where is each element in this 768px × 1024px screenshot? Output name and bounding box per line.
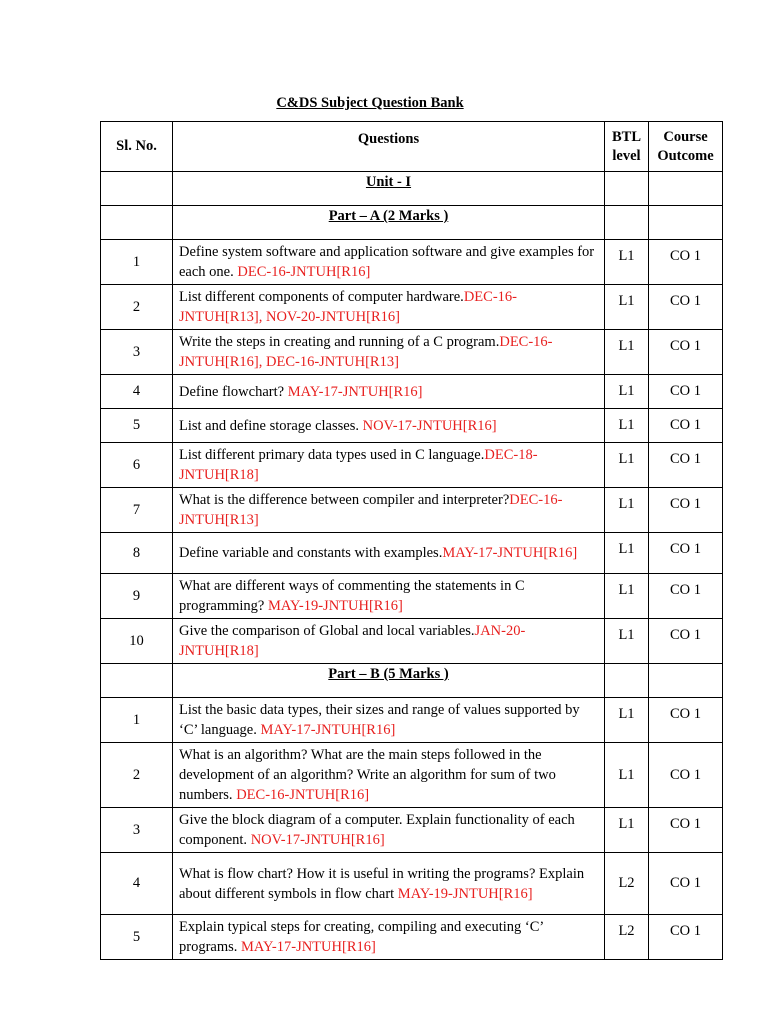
question-bank-table — [100, 121, 723, 960]
header-btl-level: BTL level — [605, 122, 649, 172]
question-number: 5 — [101, 915, 173, 960]
btl-level: L1 — [605, 488, 649, 533]
course-outcome: CO 1 — [649, 330, 723, 375]
btl-level: L1 — [605, 698, 649, 743]
question-cell — [173, 488, 605, 533]
table-row — [101, 743, 723, 808]
exam-reference: DEC-16-JNTUH[R16] — [236, 787, 370, 803]
empty-cell — [605, 664, 649, 698]
table-row — [101, 443, 723, 488]
question-cell — [173, 808, 605, 853]
empty-cell — [101, 664, 173, 698]
empty-cell — [649, 172, 723, 206]
question-cell — [173, 915, 605, 960]
exam-reference: MAY-19-JNTUH[R16] — [268, 598, 403, 614]
btl-level: L1 — [605, 285, 649, 330]
empty-cell — [101, 206, 173, 240]
btl-level: L1 — [605, 409, 649, 443]
exam-reference: DEC-16- JNTUH[R16], DEC-16-JNTUH[R13] — [179, 334, 553, 370]
part-a-heading: Part – A (2 Marks ) — [173, 206, 605, 240]
question-cell — [173, 409, 605, 443]
btl-level: L2 — [605, 915, 649, 960]
question-number: 2 — [101, 743, 173, 808]
exam-reference: MAY-17-JNTUH[R16] — [241, 939, 376, 955]
course-outcome: CO 1 — [649, 853, 723, 915]
question-text: Explain typical steps for creating, compiling and executing ‘C’ programs. — [179, 919, 544, 955]
document-title: C&DS Subject Question Bank — [276, 95, 464, 111]
header-sl-no: Sl. No. — [101, 122, 173, 172]
question-text: List the basic data types, their sizes and range of values supported by ‘C’ language. — [179, 702, 580, 738]
question-text: What are different ways of commenting the statements in C programming? — [179, 578, 525, 614]
question-text: What is an algorithm? What are the main steps followed in the development of an algorithm? Write an algorithm for sum of two numbers. — [179, 747, 556, 803]
question-number: 10 — [101, 619, 173, 664]
table-row — [101, 409, 723, 443]
course-outcome: CO 1 — [649, 488, 723, 533]
header-questions: Questions — [173, 122, 605, 172]
question-text: List and define storage classes. — [179, 417, 363, 434]
table-row — [101, 698, 723, 743]
btl-level: L1 — [605, 240, 649, 285]
btl-level: L1 — [605, 443, 649, 488]
unit-row — [101, 172, 723, 206]
question-cell — [173, 743, 605, 808]
exam-reference: DEC-16-JNTUH[R13] — [179, 492, 563, 528]
unit-heading: Unit - I — [173, 172, 605, 206]
course-outcome: CO 1 — [649, 533, 723, 574]
question-cell — [173, 853, 605, 915]
empty-cell — [649, 206, 723, 240]
table-row — [101, 915, 723, 960]
table-row — [101, 533, 723, 574]
part-a-row — [101, 206, 723, 240]
btl-level: L1 — [605, 574, 649, 619]
question-text: Define system software and application software and give examples for each one. — [179, 244, 595, 280]
exam-reference: MAY-17-JNTUH[R16] — [442, 545, 578, 561]
course-outcome: CO 1 — [649, 619, 723, 664]
header-course-outcome: Course Outcome — [649, 122, 723, 172]
question-text: Define flowchart? — [179, 383, 288, 400]
question-cell — [173, 574, 605, 619]
table-row — [101, 240, 723, 285]
question-text: List different components of computer hardware. — [179, 289, 464, 305]
question-number: 7 — [101, 488, 173, 533]
question-text: Define variable and constants with examples. — [179, 545, 443, 561]
exam-reference: NOV-17-JNTUH[R16] — [250, 832, 385, 848]
exam-reference: DEC-16-JNTUH[R16] — [237, 264, 371, 280]
question-cell — [173, 698, 605, 743]
course-outcome: CO 1 — [649, 375, 723, 409]
empty-cell — [605, 206, 649, 240]
question-number: 4 — [101, 375, 173, 409]
table-row — [101, 375, 723, 409]
course-outcome: CO 1 — [649, 443, 723, 488]
question-text: Give the comparison of Global and local variables. — [179, 623, 475, 639]
course-outcome: CO 1 — [649, 698, 723, 743]
exam-reference: NOV-17-JNTUH[R16] — [362, 417, 497, 434]
course-outcome: CO 1 — [649, 743, 723, 808]
question-number: 5 — [101, 409, 173, 443]
exam-reference: JAN-20- JNTUH[R18] — [179, 623, 526, 659]
empty-cell — [605, 172, 649, 206]
course-outcome: CO 1 — [649, 409, 723, 443]
question-number: 1 — [101, 240, 173, 285]
question-number: 3 — [101, 808, 173, 853]
question-number: 4 — [101, 853, 173, 915]
course-outcome: CO 1 — [649, 285, 723, 330]
btl-level: L1 — [605, 808, 649, 853]
question-cell — [173, 443, 605, 488]
table-row — [101, 808, 723, 853]
btl-level: L2 — [605, 853, 649, 915]
question-cell — [173, 375, 605, 409]
question-number: 2 — [101, 285, 173, 330]
part-b-heading: Part – B (5 Marks ) — [173, 664, 605, 698]
table-row — [101, 488, 723, 533]
btl-level: L1 — [605, 375, 649, 409]
exam-reference: MAY-19-JNTUH[R16] — [397, 885, 533, 902]
exam-reference: MAY-17-JNTUH[R16] — [260, 722, 396, 738]
table-row — [101, 619, 723, 664]
table-row — [101, 574, 723, 619]
question-number: 8 — [101, 533, 173, 574]
question-cell — [173, 533, 605, 574]
question-number: 3 — [101, 330, 173, 375]
table-row — [101, 330, 723, 375]
course-outcome: CO 1 — [649, 574, 723, 619]
question-number: 9 — [101, 574, 173, 619]
empty-cell — [101, 172, 173, 206]
exam-reference: DEC-18- JNTUH[R18] — [179, 447, 538, 483]
question-number: 1 — [101, 698, 173, 743]
table-body — [101, 172, 723, 960]
btl-level: L1 — [605, 533, 649, 574]
course-outcome: CO 1 — [649, 240, 723, 285]
question-cell — [173, 240, 605, 285]
question-text: What is flow chart? How it is useful in writing the programs? Explain about different symbols in flow chart — [179, 865, 585, 902]
question-text: Write the steps in creating and running of a C program. — [179, 334, 500, 350]
part-b-row — [101, 664, 723, 698]
course-outcome: CO 1 — [649, 915, 723, 960]
question-number: 6 — [101, 443, 173, 488]
btl-level: L1 — [605, 743, 649, 808]
table-row — [101, 853, 723, 915]
question-text: List different primary data types used in C language. — [179, 447, 485, 463]
question-cell — [173, 330, 605, 375]
btl-level: L1 — [605, 330, 649, 375]
btl-level: L1 — [605, 619, 649, 664]
exam-reference: DEC-16-JNTUH[R13], NOV-20-JNTUH[R16] — [179, 289, 517, 325]
question-cell — [173, 285, 605, 330]
empty-cell — [649, 664, 723, 698]
exam-reference: MAY-17-JNTUH[R16] — [287, 383, 423, 400]
question-text: What is the difference between compiler and interpreter? — [179, 492, 510, 508]
course-outcome: CO 1 — [649, 808, 723, 853]
question-text: Give the block diagram of a computer. Explain functionality of each component. — [179, 812, 575, 848]
table-row — [101, 285, 723, 330]
header-row — [101, 122, 723, 172]
question-cell — [173, 619, 605, 664]
